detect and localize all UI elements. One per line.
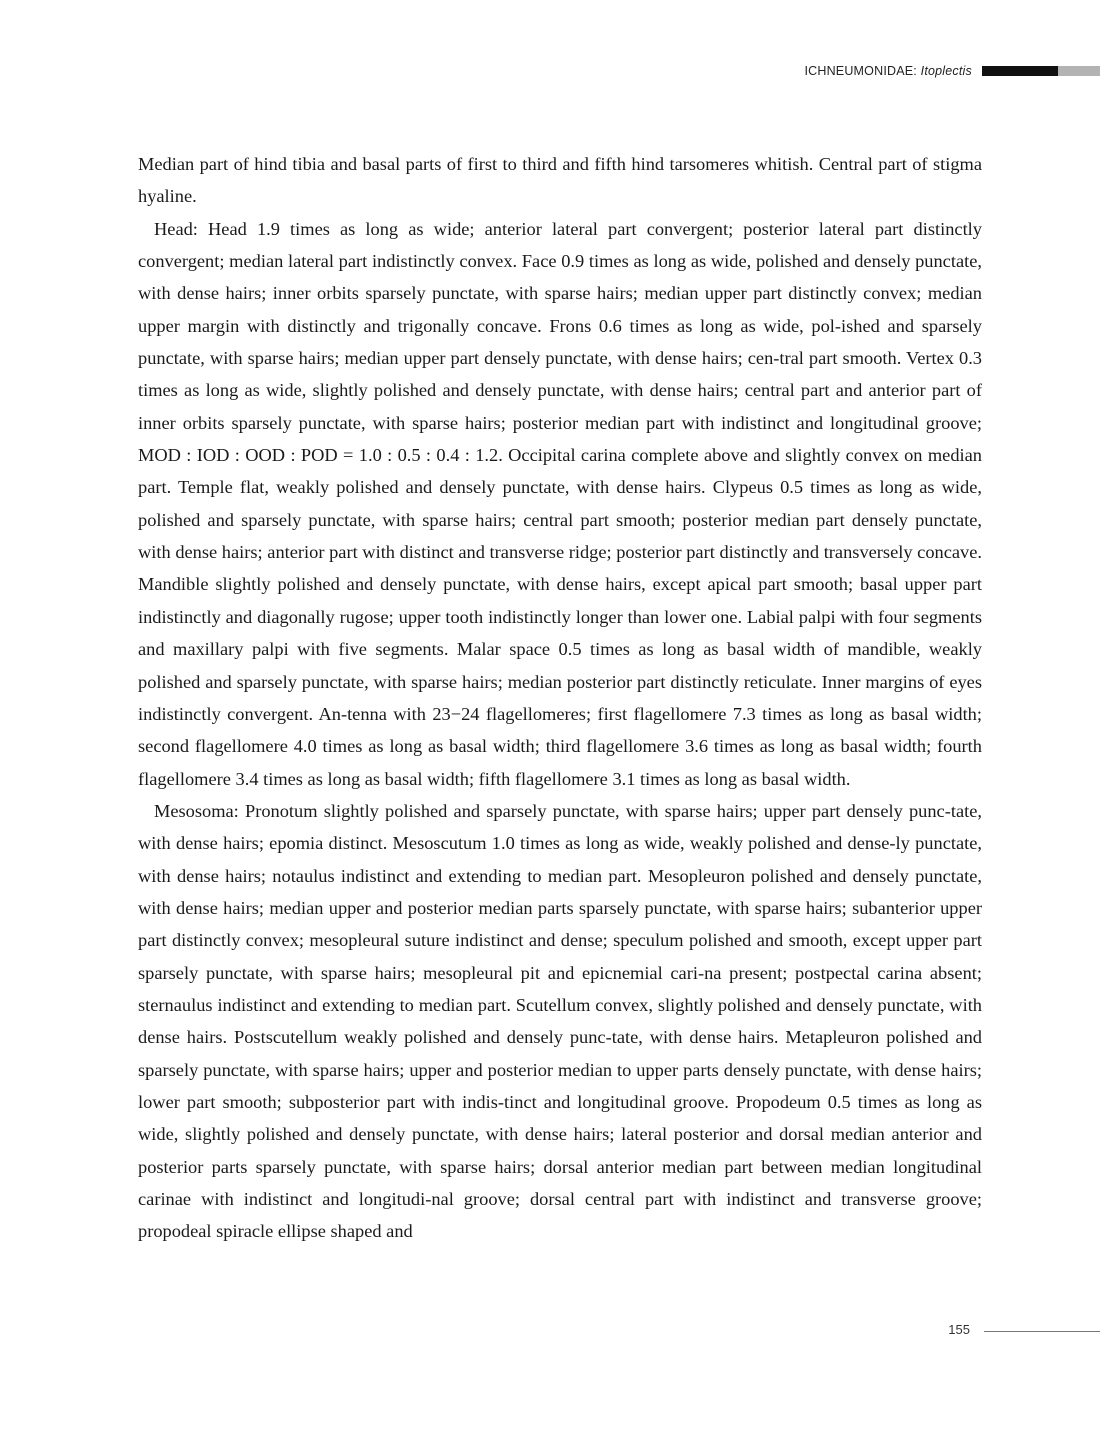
running-header-family: ICHNEUMONIDAE:: [804, 64, 917, 78]
paragraph-mesosoma: Mesosoma: Pronotum slightly polished and sparsely punctate, with sparse hairs; upper part densely punc-tate, with dense hairs; epomia distinct. Mesoscutum 1.0 times as long as wide, weakly polished and dense-ly punctate, with dense hairs; notaulus indistinct and extending to median part. Mesopleuron polished and densely punctate, with dense hairs; median upper and posterior median parts sparsely punctate, with sparse hairs; subanterior upper part distinctly convex; mesopleural suture indistinct and dense; speculum polished and smooth, except upper part sparsely punctate, with sparse hairs; mesopleural pit and epicnemial cari-na present; postpectal carina absent; sternaulus indistinct and extending to median part. Scutellum convex, slightly polished and densely punctate, with dense hairs. Postscutellum weakly polished and densely punc-tate, with dense hairs. Metapleuron polished and sparsely punctate, with sparse hairs; upper and posterior median to upper parts densely punctate, with dense hairs; lower part smooth; subposterior part with indis-tinct and longitudinal groove. Propodeum 0.5 times as long as wide, slightly polished and densely punctate, with dense hairs; lateral posterior and dorsal median anterior and posterior parts sparsely punctate, with sparse hairs; dorsal anterior median part between median longitudinal carinae with indistinct and longitudi-nal groove; dorsal central part with indistinct and transverse groove; propodeal spiracle ellipse shaped and: [138, 800, 982, 1242]
running-header-genus: Itoplectis: [920, 64, 972, 78]
running-header: [804, 64, 972, 78]
paragraph-coloration: Median part of hind tibia and basal parts of first to third and fifth hind tarsomeres whitish. Central part of stigma hyaline.: [138, 154, 982, 207]
paragraph-head: Head: Head 1.9 times as long as wide; anterior lateral part convergent; posterior lateral part distinctly convergent; median lateral part indistinctly convex. Face 0.9 times as long as wide, polished and densely punctate, with dense hairs; inner orbits sparsely punctate, with sparse hairs; median upper part distinctly convex; median upper margin with distinctly and trigonally concave. Frons 0.6 times as long as wide, pol-ished and sparsely punctate, with sparse hairs; median upper part densely punctate, with dense hairs; cen-tral part smooth. Vertex 0.3 times as long as wide, slightly polished and densely punctate, with dense hairs; central part and anterior part of inner orbits sparsely punctate, with sparse hairs; posterior median part with indistinct and longitudinal groove; MOD : IOD : OOD : POD = 1.0 : 0.5 : 0.4 : 1.2. Occipital carina complete above and slightly convex on median part. Temple flat, weakly polished and densely punctate, with dense hairs. Clypeus 0.5 times as long as wide, polished and sparsely punctate, with sparse hairs; central part smooth; posterior median part densely punctate, with dense hairs; anterior part with distinct and transverse ridge; posterior part distinctly and transversely concave. Mandible slightly polished and densely punctate, with dense hairs, except apical part smooth; basal upper part indistinctly and diagonally rugose; upper tooth indistinctly longer than lower one. Labial palpi with four segments and maxillary palpi with five segments. Malar space 0.5 times as long as basal width of mandible, weakly polished and sparsely punctate, with sparse hairs; median posterior part distinctly reticulate. Inner margins of eyes indistinctly convergent. An-tenna with 23−24 flagellomeres; first flagellomere 7.3 times as long as basal width; second flagellomere 4.0 times as long as basal width; third flagellomere 3.6 times as long as basal width; fourth flagellomere 3.4 times as long as basal width; fifth flagellomere 3.1 times as long as basal width.: [138, 218, 982, 789]
header-bar-grey: [1058, 66, 1100, 76]
header-bar-dark: [982, 66, 1058, 76]
footer-rule: [984, 1331, 1100, 1332]
page-number: 155: [948, 1322, 970, 1337]
body-text: [138, 148, 982, 1248]
